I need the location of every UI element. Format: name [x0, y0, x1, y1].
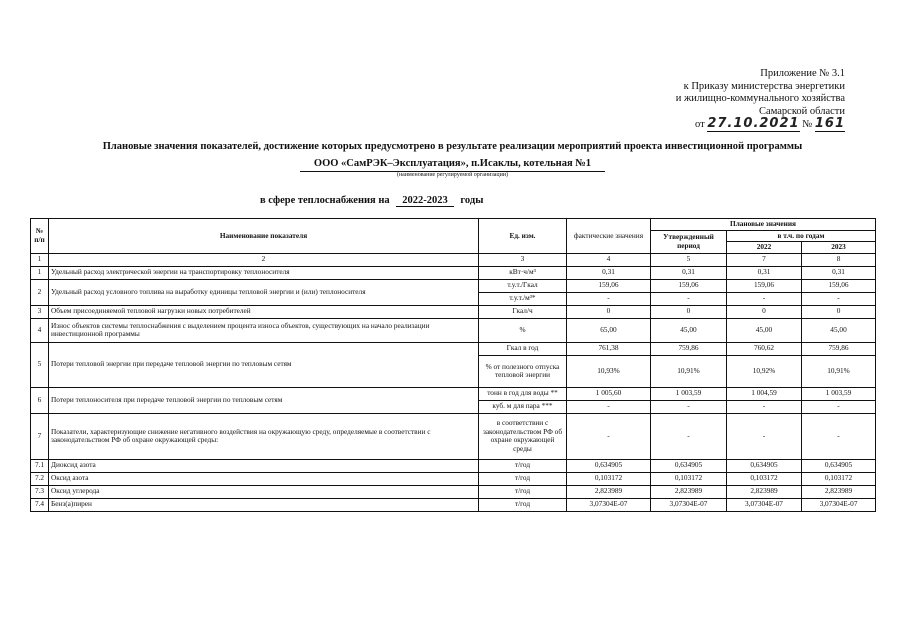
row-2022: 2,823989 — [727, 485, 802, 498]
table-row — [31, 342, 876, 355]
column-number: 4 — [567, 253, 651, 266]
row-actual: 0,31 — [567, 266, 651, 279]
row-unit: т/год — [479, 459, 567, 472]
row-approved: - — [651, 413, 727, 459]
row-unit: куб. м для пара *** — [479, 400, 567, 413]
row-2022: - — [727, 413, 802, 459]
header-planned: Плановые значения — [651, 219, 876, 231]
row-name: Показатели, характеризующие снижение негативного воздействия на окружающую среду, определяемые в соответствии с законодательством РФ об охране окружающей среды: — [49, 413, 479, 459]
column-number: 8 — [802, 253, 876, 266]
row-2023: 0,634905 — [802, 459, 876, 472]
date-prefix: от — [695, 119, 705, 130]
row-approved: 759,86 — [651, 342, 727, 355]
row-unit: % от полезного отпуска тепловой энергии — [479, 355, 567, 387]
row-actual: - — [567, 413, 651, 459]
row-num: 7.3 — [31, 485, 49, 498]
header-year-2022: 2022 — [727, 242, 802, 254]
row-2022: 45,00 — [727, 318, 802, 342]
row-2022: 760,62 — [727, 342, 802, 355]
row-num: 7.1 — [31, 459, 49, 472]
appendix-line: Приложение № 3.1 — [760, 68, 845, 79]
row-approved: 2,823989 — [651, 485, 727, 498]
row-name: Потери тепловой энергии при передаче тепловой энергии по тепловым сетям — [49, 342, 479, 387]
appendix-line: к Приказу министерства энергетики — [683, 80, 845, 92]
appendix-line: и жилищно-коммунального хозяйства — [675, 93, 845, 104]
organization-name: ООО «СамРЭК–Эксплуатация», п.Исаклы, котельная №1 — [313, 158, 592, 169]
row-num: 7 — [31, 413, 49, 459]
row-2022: - — [727, 292, 802, 305]
row-2023: 3,07304E-07 — [802, 498, 876, 511]
sphere-years: 2022-2023 — [396, 195, 454, 207]
sphere-line — [260, 195, 483, 207]
row-name: Диоксид азота — [49, 459, 479, 472]
column-number: 5 — [651, 253, 727, 266]
row-unit: т/год — [479, 472, 567, 485]
row-2022: - — [727, 400, 802, 413]
table-row — [31, 485, 876, 498]
appendix-line: Самарской области — [759, 105, 845, 117]
row-approved: 0 — [651, 305, 727, 318]
row-unit: т/год — [479, 485, 567, 498]
row-actual: - — [567, 400, 651, 413]
row-2022: 159,06 — [727, 279, 802, 292]
appendix-block — [676, 68, 845, 132]
row-actual: 1 005,60 — [567, 387, 651, 400]
document-title: Плановые значения показателей, достижение которых предусмотрено в результате реализации мероприятий проекта инвестиционной программы — [102, 141, 803, 152]
row-name: Удельный расход электрической энергии на транспортировку теплоносителя — [49, 266, 479, 279]
row-actual: 2,823989 — [567, 485, 651, 498]
row-actual: 159,06 — [567, 279, 651, 292]
row-2022: 0 — [727, 305, 802, 318]
row-actual: 0,103172 — [567, 472, 651, 485]
appendix-date-line — [676, 118, 845, 132]
handwritten-number: 161 — [814, 116, 845, 131]
row-name: Оксид углерода — [49, 485, 479, 498]
table-row — [31, 266, 876, 279]
row-2023: 10,91% — [802, 355, 876, 387]
indicators-table — [30, 218, 876, 512]
row-actual: - — [567, 292, 651, 305]
header-year-2023: 2023 — [802, 242, 876, 254]
row-unit: т.у.т./Гкал — [479, 279, 567, 292]
row-approved: 3,07304E-07 — [651, 498, 727, 511]
row-actual: 0,634905 — [567, 459, 651, 472]
row-approved: 10,91% — [651, 355, 727, 387]
row-unit: в соответствии с законодательством РФ об охране окружающей среды — [479, 413, 567, 459]
row-num: 7.2 — [31, 472, 49, 485]
table-row — [31, 318, 876, 342]
number-prefix: № — [802, 119, 813, 130]
row-2023: 0 — [802, 305, 876, 318]
organization-caption: (наименование регулируемой организации) — [396, 172, 509, 178]
header-approved: Утвержденный период — [651, 230, 727, 253]
column-number: 3 — [479, 253, 567, 266]
row-name: Бенз(а)пирен — [49, 498, 479, 511]
row-2022: 10,92% — [727, 355, 802, 387]
row-num: 4 — [31, 318, 49, 342]
sphere-suffix: годы — [460, 195, 484, 206]
row-actual: 761,38 — [567, 342, 651, 355]
row-2023: - — [802, 413, 876, 459]
row-2023: 2,823989 — [802, 485, 876, 498]
header-unit: Ед. изм. — [479, 219, 567, 254]
row-2022: 0,31 — [727, 266, 802, 279]
table-row — [31, 472, 876, 485]
row-approved: 0,634905 — [651, 459, 727, 472]
table-row — [31, 498, 876, 511]
row-unit: кВт·ч/м³ — [479, 266, 567, 279]
table-row — [31, 279, 876, 292]
row-2023: 0,31 — [802, 266, 876, 279]
row-2022: 0,103172 — [727, 472, 802, 485]
row-2023: 45,00 — [802, 318, 876, 342]
row-actual: 10,93% — [567, 355, 651, 387]
row-name: Износ объектов системы теплоснабжения с выделением процента износа объектов, существующих на начало реализации инвестиционной программы — [49, 318, 479, 342]
row-num: 7.4 — [31, 498, 49, 511]
row-unit: % — [479, 318, 567, 342]
header-name: Наименование показателя — [49, 219, 479, 254]
row-2022: 0,634905 — [727, 459, 802, 472]
row-approved: 0,103172 — [651, 472, 727, 485]
column-number: 2 — [49, 253, 479, 266]
row-num: 6 — [31, 387, 49, 413]
row-unit: т.у.т./м³* — [479, 292, 567, 305]
row-unit: тонн в год для воды ** — [479, 387, 567, 400]
row-num: 3 — [31, 305, 49, 318]
header-num: № п/п — [31, 219, 49, 254]
row-approved: 1 003,59 — [651, 387, 727, 400]
row-2023: - — [802, 400, 876, 413]
row-num: 5 — [31, 342, 49, 387]
row-approved: - — [651, 400, 727, 413]
table-row — [31, 387, 876, 400]
row-2023: 759,86 — [802, 342, 876, 355]
row-actual: 65,00 — [567, 318, 651, 342]
row-approved: 0,31 — [651, 266, 727, 279]
row-unit: Гкал в год — [479, 342, 567, 355]
row-2023: - — [802, 292, 876, 305]
sphere-prefix: в сфере теплоснабжения на — [260, 195, 390, 206]
row-2023: 1 003,59 — [802, 387, 876, 400]
row-2022: 1 004,59 — [727, 387, 802, 400]
row-approved: 159,06 — [651, 279, 727, 292]
row-approved: - — [651, 292, 727, 305]
handwritten-date: 27.10.2021 — [707, 116, 800, 131]
table-row — [31, 413, 876, 459]
header-including: в т.ч. по годам — [727, 230, 876, 242]
row-unit: Гкал/ч — [479, 305, 567, 318]
table-row — [31, 305, 876, 318]
row-name: Удельный расход условного топлива на выработку единицы тепловой энергии и (или) теплоносителя — [49, 279, 479, 305]
row-name: Потери теплоносителя при передаче тепловой энергии по тепловым сетям — [49, 387, 479, 413]
row-name: Оксид азота — [49, 472, 479, 485]
row-actual: 3,07304E-07 — [567, 498, 651, 511]
row-approved: 45,00 — [651, 318, 727, 342]
row-2023: 0,103172 — [802, 472, 876, 485]
header-actual: фактические значения — [567, 219, 651, 254]
row-actual: 0 — [567, 305, 651, 318]
row-unit: т/год — [479, 498, 567, 511]
column-number: 1 — [31, 253, 49, 266]
row-num: 2 — [31, 279, 49, 305]
row-name: Объем присоединяемой тепловой нагрузки новых потребителей — [49, 305, 479, 318]
row-num: 1 — [31, 266, 49, 279]
row-2022: 3,07304E-07 — [727, 498, 802, 511]
table-row — [31, 459, 876, 472]
row-2023: 159,06 — [802, 279, 876, 292]
column-number: 7 — [727, 253, 802, 266]
